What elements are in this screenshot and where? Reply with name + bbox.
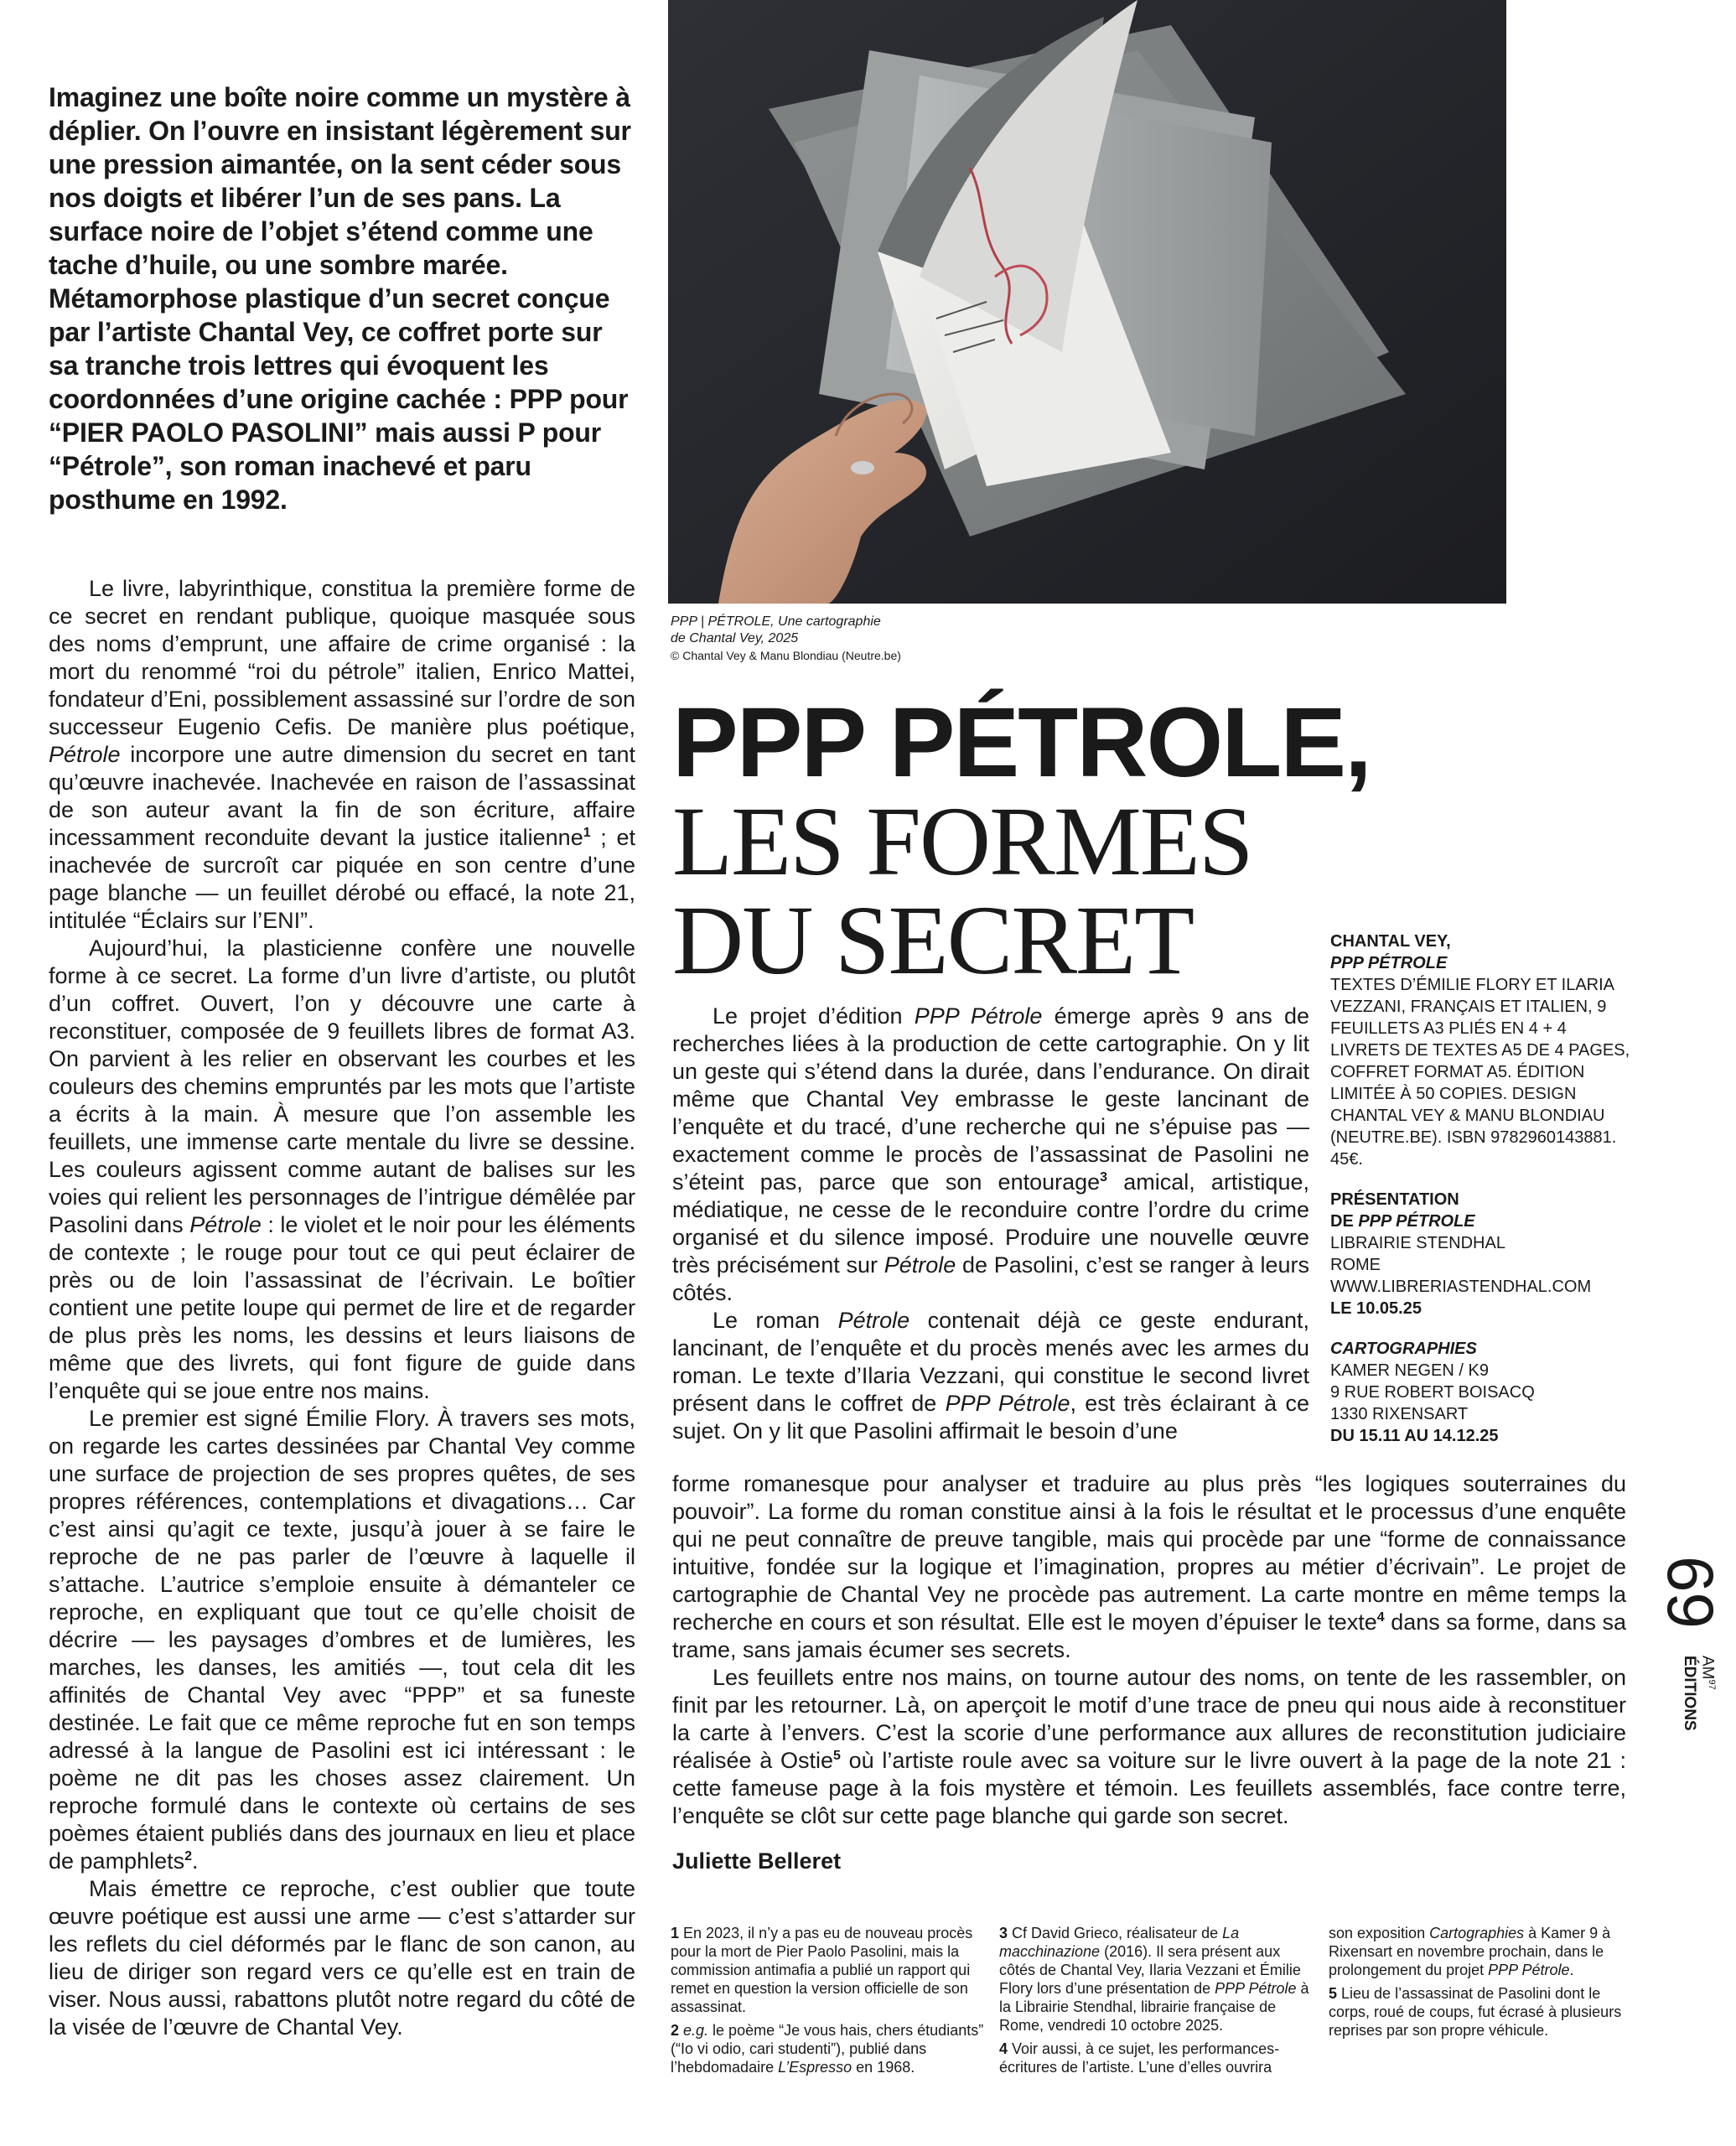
text-run: Le premier est signé Émilie Flory. À travers ses mots, on regarde les cartes dessinées par Chantal Vey comme une surface de projection de ses propres quêtes, de ses propres références, contemplations et divagations… Car c’est ainsi qu’agit ce texte, jusqu’à jouer à se faire le reproche de ne pas parler de l’œuvre à laquelle il s’attache. L’autrice s’emploie ensuite à démanteler ce reproche, en expliquant que tout ce qu’elle choisit de décrire — les paysages d’ombres et de lumières, les marches, les danses, les amitiés —, tout cela dit les affinités de Chantal Vey avec “PPP” et sa funeste destinée. Le fait que ce même reproche fut en son temps adressé à la langue de Pasolini est ici intéressant : le poème ne dit pas les choses assez clairement. Un reproche formulé dans le contexte où certains de ses poèmes étaient publiés dans des journaux en lieu et place de pamphlets — [49, 1406, 635, 1874]
footnote-ref: 5 — [833, 1749, 841, 1763]
footnotes-column-1 — [671, 1924, 985, 2081]
italic-title: Pétrole — [837, 1308, 910, 1333]
italic-title: PPP Pétrole — [1215, 1980, 1297, 1997]
magazine-name: AM — [1698, 1656, 1717, 1680]
italic-title: PPP PÉTROLE — [1358, 1212, 1475, 1231]
text-run: , est très éclairant à ce sujet. On y lit que Pasolini affirmait le besoin d’une — [672, 1391, 1309, 1444]
text-run: : le violet et le noir pour les éléments de contexte ; le rouge pour tout ce qui peut éclairer de près ou de loin l’assassinat de l’écrivain. Le boîtier contient une petite loupe qui permet de lire et de regarder de plus près les noms, les dessins et leurs liaisons de même que des livrets, qui font figure de guide dans l’enquête qui se joue entre nos mains. — [49, 1212, 635, 1403]
author-signature: Juliette Belleret — [672, 1848, 842, 1874]
text-run: . — [192, 1848, 199, 1874]
text-run: dans sa forme, dans sa trame, sans jamais écumer ses secrets. — [672, 1610, 1626, 1662]
text-run: à Kamer 9 à Rixensart en novembre prochain, dans le prolongement du projet — [1329, 1925, 1611, 1978]
footnote-3 — [999, 1924, 1314, 2035]
info-date-2: LE 10.05.25 — [1330, 1299, 1422, 1318]
text-run: ; et inachevée de surcroît car piquée en son centre d’une page blanche — un feuillet dérobé ou effacé, la note 21, intitulée “Éclairs sur l’ENI”. — [49, 825, 635, 933]
photo-credit: © Chantal Vey & Manu Blondiau (Neutre.be) — [671, 649, 901, 662]
intro-paragraph: Imaginez une boîte noire comme un mystère à déplier. On l’ouvre en insistant légèrement sur une pression aimantée, on la sent céder sous nos doigts et libérer l’un de ses pans. La surface noire de l’objet s’étend comme une tache d’huile, ou une sombre marée. Métamorphose plastique d’un secret conçue par l’artiste Chantal Vey, ce coffret porte sur sa tranche trois lettres qui évoquent les coordonnées d’une origine cachée : PPP pour “PIER PAOLO PASOLINI” mais aussi P pour “Pétrole”, son roman inachevé et paru posthume en 1992. — [49, 82, 631, 515]
info-heading-1a: CHANTAL VEY, — [1330, 932, 1451, 951]
page-number — [1654, 1556, 1728, 1645]
headline-line-1: PPP PÉTROLE, — [672, 687, 1371, 798]
italic-title: L’Espresso — [778, 2059, 852, 2076]
text-run: amical, artistique, médiatique, ne cesse de le reconduire contre l’ordre du crime organisé et du silence imposé. Produire une nouvelle œuvre très précisément sur — [672, 1169, 1309, 1278]
italic-title: Cartographies — [1429, 1925, 1525, 1941]
footnote-4-continued — [1329, 1924, 1643, 1979]
footnote-5 — [1329, 1984, 1643, 2040]
text-run: Voir aussi, à ce sujet, les performances-écritures de l’artiste. L’une d’elles ouvrira — [999, 2040, 1280, 2076]
photo-illustration — [668, 0, 1506, 604]
magazine-section-label — [1679, 1656, 1721, 1765]
text-run: En 2023, il n’y a pas eu de nouveau procès pour la mort de Pier Paolo Pasolini, mais la commission antimafia a publié un rapport qui remet en question la version officielle de son assassinat. — [671, 1925, 973, 2015]
italic-title: PPP Pétrole — [945, 1391, 1070, 1416]
text-run: Le projet d’édition — [713, 1003, 915, 1029]
right-column — [672, 1003, 1309, 1445]
info-venue-name: LIBRAIRIE STENDHAL — [1330, 1234, 1505, 1252]
text-run: émerge après 9 ans de recherches liées à la production de cette cartographie. On y lit un geste qui s’étend dans la durée, dans l’endurance. On dirait même que Chantal Vey embrasse le geste lancinant de l’enquête et du tracé, d’une recherche qui ne s’épuise pas — exactement comme le procès de l’assassinat de Pasolini ne s’éteint pas, parce que son entourage — [672, 1003, 1309, 1195]
text-run: contenait déjà ce geste endurant, lancinant, de l’enquête et du procès menés avec les armes du roman. Le texte d’Ilaria Vezzani, qui constitue le second livret présent dans le coffret de — [672, 1308, 1309, 1416]
italic-title: PPP Pétrole — [914, 1003, 1043, 1029]
text-run: Lieu de l’assassinat de Pasolini dont le corps, roué de coups, fut écrasé à plusieurs reprises par son propre véhicule. — [1329, 1985, 1622, 2039]
caption-line-2: de Chantal Vey, 2025 — [671, 631, 799, 645]
left-paragraph-4: Mais émettre ce reproche, c’est oublier que toute œuvre poétique est aussi une arme — c’est s’attarder sur les reflets du ciel déformés par le flanc de son canon, au lieu de diriger son regard vers ce qu’elle est en train de viser. Nous aussi, rabattons plutôt notre regard du côté de la visée de l’œuvre de Chantal Vey. — [49, 1876, 635, 2040]
headline-line-3: DU SECRET — [672, 885, 1194, 995]
right-paragraph-3 — [672, 1664, 1626, 1830]
info-heading-3: CARTOGRAPHIES — [1330, 1340, 1477, 1358]
left-paragraph-3 — [49, 1405, 635, 1875]
text-run: Les feuillets entre nos mains, on tourne autour des noms, on tente de les rassembler, on finit par les retourner. Là, on aperçoit le motif d’une trace de pneu qui nous aide à reconstituer la carte à l’envers. C’est la scorie d’une performance aux allures de reconstitution judiciaire réalisée à Ostie — [672, 1665, 1626, 1773]
info-venue-city: ROME — [1330, 1256, 1381, 1274]
info-venue-3-city: 1330 RIXENSART — [1330, 1405, 1469, 1423]
right-paragraph-1 — [672, 1003, 1309, 1307]
info-text-1: TEXTES D’ÉMILIE FLORY ET ILARIA VEZZANI, FRANÇAIS ET ITALIEN, 9 FEUILLETS A3 PLIÉS EN 4 + 4 LIVRETS DE TEXTES A5 DE 4 PAGES, COFFRET FORMAT A5. ÉDITION LIMITÉE À 50 COPIES. DESIGN CHANTAL VEY & MANU BLONDIAU (NEUTRE.BE). ISBN 9782960143881. 45€. — [1330, 976, 1630, 1169]
info-venue-3-street: 9 RUE ROBERT BOISACQ — [1330, 1383, 1535, 1402]
footnote-number: 2 — [671, 2022, 680, 2039]
info-date-3: DU 15.11 AU 14.12.25 — [1330, 1427, 1499, 1445]
italic-title: Pétrole — [49, 742, 121, 767]
left-paragraph-2 — [49, 935, 635, 1405]
text-run: Le roman — [713, 1308, 838, 1333]
info-heading-2b — [1330, 1210, 1640, 1232]
footnote-ref: 2 — [184, 1849, 193, 1863]
info-heading-1b: PPP PÉTROLE — [1330, 954, 1448, 972]
info-venue-url[interactable]: WWW.LIBRERIASTENDHAL.COM — [1330, 1278, 1592, 1296]
text-run: à la Librairie Stendhal, librairie française de Rome, vendredi 10 octobre 2025. — [999, 1980, 1309, 2034]
italic-title: Pétrole — [189, 1212, 262, 1237]
footnote-ref: 1 — [583, 826, 591, 840]
italic-title: La macchinazione — [999, 1925, 1240, 1960]
footnote-4 — [999, 2040, 1314, 2076]
info-box — [1330, 930, 1640, 1447]
photo-caption — [671, 614, 1006, 664]
right-paragraph-2-continued — [672, 1470, 1626, 1664]
text-run: en 1968. — [852, 2059, 915, 2076]
footnote-number: 3 — [999, 1925, 1008, 1941]
footnotes-column-2 — [999, 1924, 1314, 2081]
artwork-photo — [668, 0, 1506, 604]
text-run: où l’artiste roule avec sa voiture sur le livre ouvert à la page de la note 21 : cette fameuse page à la fois mystère et témoin. Les feuillets assemblés, face contre terre, l’enquête se clôt sur cette page blanche qui garde son secret. — [672, 1748, 1627, 1828]
footnote-2 — [671, 2021, 985, 2076]
text-run: son exposition — [1329, 1925, 1430, 1941]
italic-text: e.g. — [679, 2022, 709, 2039]
text-run: Cf David Grieco, réalisateur de — [1008, 1925, 1223, 1941]
right-paragraph-2 — [672, 1307, 1309, 1445]
footnote-ref: 3 — [1100, 1170, 1108, 1184]
section-name: ÉDITIONS — [1680, 1656, 1698, 1731]
left-paragraph-1 — [49, 575, 635, 935]
text-run: . — [1569, 1962, 1574, 1978]
left-column — [49, 575, 635, 2041]
page-number-text: 69 — [1654, 1556, 1728, 1629]
info-venue-3-name: KAMER NEGEN / K9 — [1330, 1361, 1489, 1380]
footnote-number: 5 — [1329, 1985, 1338, 2002]
italic-title: PPP Pétrole — [1488, 1962, 1570, 1978]
text-run: de Pasolini, c’est se ranger à leurs côtés. — [672, 1252, 1309, 1305]
caption-line-1: PPP | PÉTROLE, Une cartographie — [671, 614, 881, 629]
italic-title: Pétrole — [884, 1252, 956, 1278]
text-run: Aujourd’hui, la plasticienne confère une nouvelle forme à ce secret. La forme d’un livre d’artiste, ou plutôt d’un coffret. Ouvert, l’on y découvre une carte à reconstituer, composée de 9 feuillets libres de format A3. On parvient à les relier en observant les courbes et les couleurs des chemins empruntés par les mots que l’artiste a écrits à la main. À mesure que l’on assemble les feuillets, une immense carte mentale du livre se dessine. Les couleurs agissent comme autant de balises sur les voies qui relient les personnages de l’intrigue démêlée par Pasolini dans — [49, 936, 635, 1237]
footnotes-column-3 — [1329, 1924, 1643, 2045]
text-run: (2016). Il sera présent aux côtés de Chantal Vey, Ilaria Vezzani et Émilie Flory lors d’une présentation de — [999, 1943, 1301, 1997]
info-heading-2a: PRÉSENTATION — [1330, 1190, 1459, 1209]
text-run: le poème “Je vous hais, chers étudiants” (“Io vi odio, cari studenti”), publié dans l’hebdomadaire — [671, 2022, 984, 2076]
text-run: forme romanesque pour analyser et traduire au plus près “les logiques souterraines du pouvoir”. La forme du roman constitue ainsi à la fois le résultat et le processus d’une enquête qui ne peut connaître de preuve tangible, mais qui procède par une “forme de connaissance intuitive, fondée sur la logique et l’imagination, propres au métier d’écrivain”. Le projet de cartographie de Chantal Vey ne procède pas autrement. La carte montre en même temps la recherche en cours et son résultat. Elle est le moyen d’épuiser le texte — [672, 1471, 1626, 1635]
magazine-issue: 97 — [1707, 1679, 1717, 1690]
footnote-number: 1 — [671, 1925, 680, 1941]
headline-line-2: LES FORMES — [672, 786, 1252, 896]
text-run: Le livre, labyrinthique, constitua la première forme de ce secret en rendant publique, quoique masquée sous des noms d’emprunt, une affaire de crime organisé : la mort du renommé “roi du pétrole” italien, Enrico Mattei, fondateur d’Eni, possiblement assassiné sur l’ordre de son successeur Eugenio Cefis. De manière plus poétique, — [49, 576, 635, 739]
text-run: DE — [1330, 1212, 1359, 1231]
text-run: incorpore une autre dimension du secret en tant qu’œuvre inachevée. Inachevée en raison de l’assassinat de son auteur avant la fin de son écriture, affaire incessamment reconduite devant la justice italienne — [49, 742, 635, 850]
footnote-ref: 4 — [1376, 1610, 1385, 1625]
right-wide-text — [672, 1470, 1626, 1830]
footnote-1 — [671, 1924, 985, 2016]
footnote-number: 4 — [999, 2040, 1008, 2057]
